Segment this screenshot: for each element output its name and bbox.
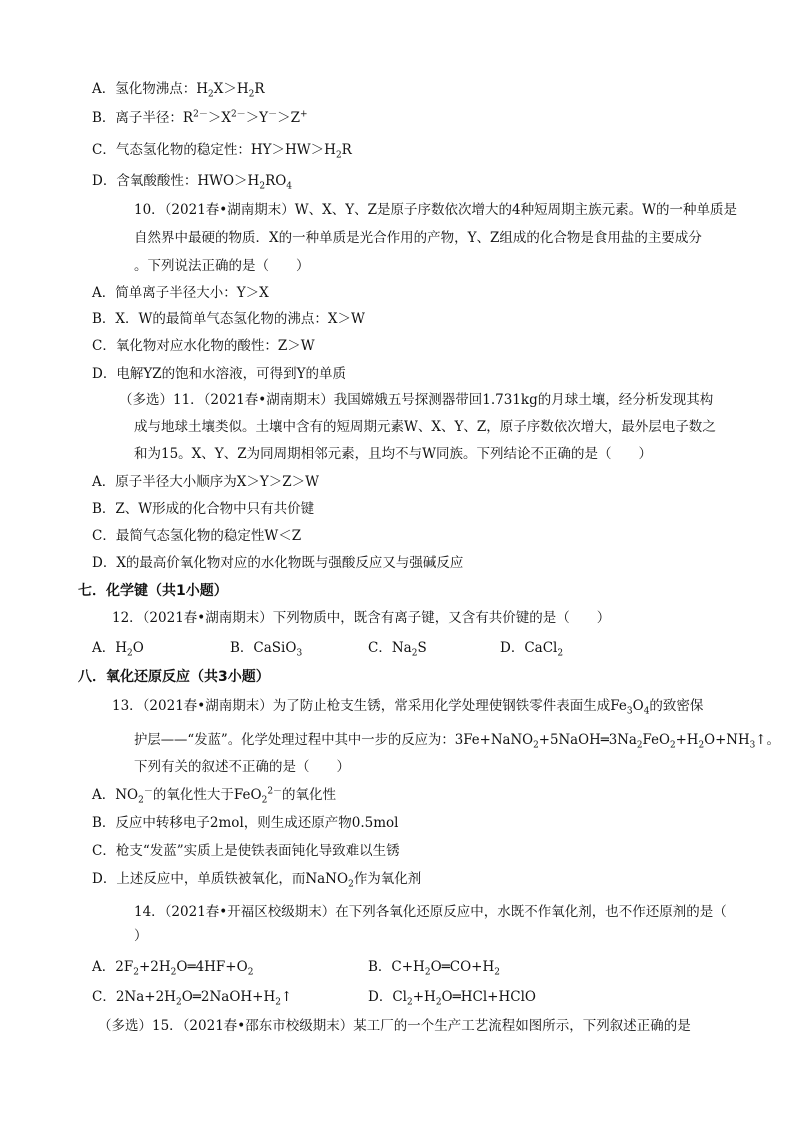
q11-stem-line3: 和为15。X、Y、Z为同周期相邻元素，且均不与W同族。下列结论不正确的是（ ） [134,446,652,462]
q14-stem-line1: 14．（2021春•开福区校级期末）在下列各氧化还原反应中，水既不作氧化剂，也不作还原剂的是（ [134,904,727,920]
q12-option-a: A．$H_2O$ [92,640,144,659]
q11-option-d: D．X的最高价氧化物对应的水化物既与强酸反应又与强碱反应 [92,555,464,571]
q12-stem: 12．（2021春•湖南期末）下列物质中，既含有离子键，又含有共价键的是（ ） [112,610,611,626]
section-heading-chemical-bond: 七．化学键（共1小题） [78,583,228,599]
q13-stem-line2: 护层——“发蓝”。化学处理过程中其中一步的反应为：$3Fe+NaNO_2+5NaOH═3Na_2FeO_2+H_2O+NH_3↑$。 [134,732,780,751]
q10-stem-line2: 自然界中最硬的物质．X的一种单质是光合作用的产物，Y、Z组成的化合物是食用盐的主要成分 [134,230,702,246]
q10-option-c: C．氧化物对应水化物的酸性：Z＞W [92,338,315,354]
q9-option-b: B．离子半径：$R^{2-}>X^{2-}>Y^->Z^+$ [92,109,308,126]
q11-option-c: C．最简气态氢化物的稳定性W＜Z [92,528,302,544]
q13-option-b: B．反应中转移电子2mol，则生成还原产物0.5mol [92,815,399,831]
q14-option-d: D．$Cl_2+H_2O═HCl+HClO$ [368,989,536,1008]
q10-option-b: B．X．W的最简单气态氢化物的沸点：X＞W [92,311,365,327]
q11-option-b: B．Z、W形成的化合物中只有共价键 [92,501,315,517]
q14-option-b: B．$C+H_2O═CO+H_2$ [368,959,500,978]
q9-option-c: C．气态氢化物的稳定性：$HY>HW>H_2R$ [92,142,352,161]
q14-option-c: C．$2Na+2H_2O═2NaOH+H_2↑$ [92,989,293,1008]
q13-stem-line3: 下列有关的叙述不正确的是（ ） [134,759,350,775]
q12-option-c: C．$Na_2S$ [368,640,427,659]
q10-option-a: A．简单离子半径大小：Y＞X [92,285,269,301]
q14-stem-line2: ） [134,928,148,944]
q10-option-d: D．电解YZ的饱和水溶液，可得到Y的单质 [92,366,347,382]
q13-option-a: A．$NO_2^-$的氧化性大于FeO$_2^{2-}$的氧化性 [92,786,337,806]
section-heading-redox: 八．氧化还原反应（共3小题） [78,669,270,685]
q11-option-a: A．原子半径大小顺序为X＞Y＞Z＞W [92,474,320,490]
q9-option-a: A．氢化物沸点：$H_2X>H_2R$ [92,81,265,100]
q10-stem-line3: 。下列说法正确的是（ ） [134,258,310,274]
q11-stem-line2: 成与地球土壤类似。土壤中含有的短周期元素W、X、Y、Z，原子序数依次增大，最外层电子数之 [134,419,716,435]
q12-option-d: D．CaCl$_2$ [500,640,564,659]
q13-option-c: C．枪支“发蓝”实质上是使铁表面钝化导致难以生锈 [92,843,400,859]
q10-stem-line1: 10．（2021春•湖南期末）W、X、Y、Z是原子序数依次增大的4种短周期主族元素。W的一种单质是 [134,202,737,218]
q13-option-d: D．上述反应中，单质铁被氧化，而NaNO$_2$作为氧化剂 [92,871,422,890]
q9-option-d: D．含氧酸酸性：$HWO>H_2RO_4$ [92,173,293,192]
q14-option-a: A．$2F_2+2H_2O═4HF+O_2$ [92,959,254,978]
q15-stem-line1: （多选）15．（2021春•邵东市校级期末）某工厂的一个生产工艺流程如图所示，下列叙述正确的是 [98,1018,691,1034]
q12-option-b: B．CaSiO$_3$ [230,640,303,659]
q11-stem-line1: （多选）11．（2021春•湖南期末）我国嫦娥五号探测器带回1.731kg的月球土壤，经分析发现其构 [119,392,714,408]
q13-stem-line1: 13．（2021春•湖南期末）为了防止枪支生锈，常采用化学处理使钢铁零件表面生成$Fe_3O_4$的致密保 [112,698,704,717]
